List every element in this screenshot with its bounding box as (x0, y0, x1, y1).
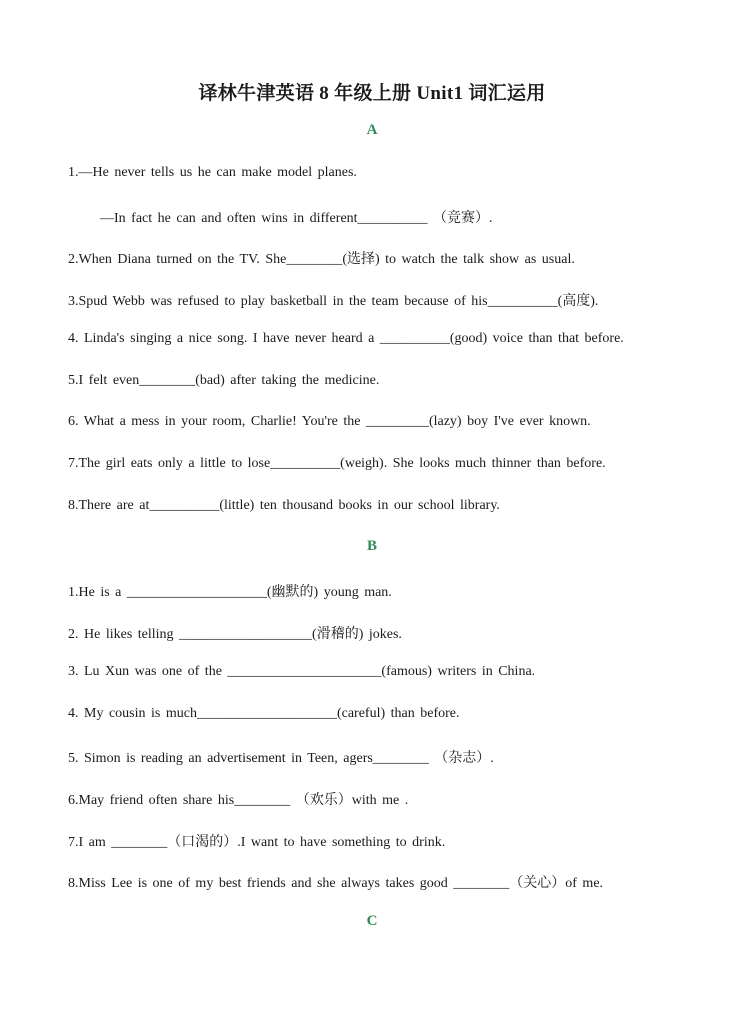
section-a-line-8: 7.The girl eats only a little to lose__________(weigh). She looks much thinner than before. (68, 456, 606, 471)
section-b-line-5: 5. Simon is reading an advertisement in Teen, agers________ （杂志）. (68, 751, 494, 766)
section-a-line-6: 5.I felt even________(bad) after taking the medicine. (68, 373, 380, 388)
section-b-heading: B (366, 538, 377, 554)
page-title: 译林牛津英语 8 年级上册 Unit1 词汇运用 (198, 83, 546, 104)
section-b-line-2: 2. He likes telling ___________________(滑稽的) jokes. (68, 627, 402, 642)
section-a-heading: A (366, 122, 378, 138)
section-b-line-4: 4. My cousin is much____________________(careful) than before. (68, 706, 460, 721)
section-a-line-7: 6. What a mess in your room, Charlie! You're the _________(lazy) boy I've ever known. (68, 414, 591, 429)
section-b-line-8: 8.Miss Lee is one of my best friends and she always takes good ________（关心）of me. (68, 876, 604, 891)
section-a-line-9: 8.There are at__________(little) ten thousand books in our school library. (68, 498, 500, 513)
section-a-line-5: 4. Linda's singing a nice song. I have never heard a __________(good) voice than that before. (68, 331, 624, 346)
section-a-line-2: —In fact he can and often wins in different__________ （竞赛）. (100, 211, 493, 226)
section-a-line-4: 3.Spud Webb was refused to play basketball in the team because of his__________(高度). (68, 294, 599, 309)
section-a-line-3: 2.When Diana turned on the TV. She________(选择) to watch the talk show as usual. (68, 252, 575, 267)
section-b-line-1: 1.He is a ____________________(幽默的) young man. (68, 585, 392, 600)
section-b-line-3: 3. Lu Xun was one of the ______________________(famous) writers in China. (68, 664, 536, 679)
section-b-line-6: 6.May friend often share his________ （欢乐）with me . (68, 793, 409, 808)
section-a-line-1: 1.—He never tells us he can make model planes. (68, 165, 357, 180)
section-c-heading: C (366, 913, 378, 929)
section-b-line-7: 7.I am ________（口渴的）.I want to have something to drink. (68, 835, 446, 850)
